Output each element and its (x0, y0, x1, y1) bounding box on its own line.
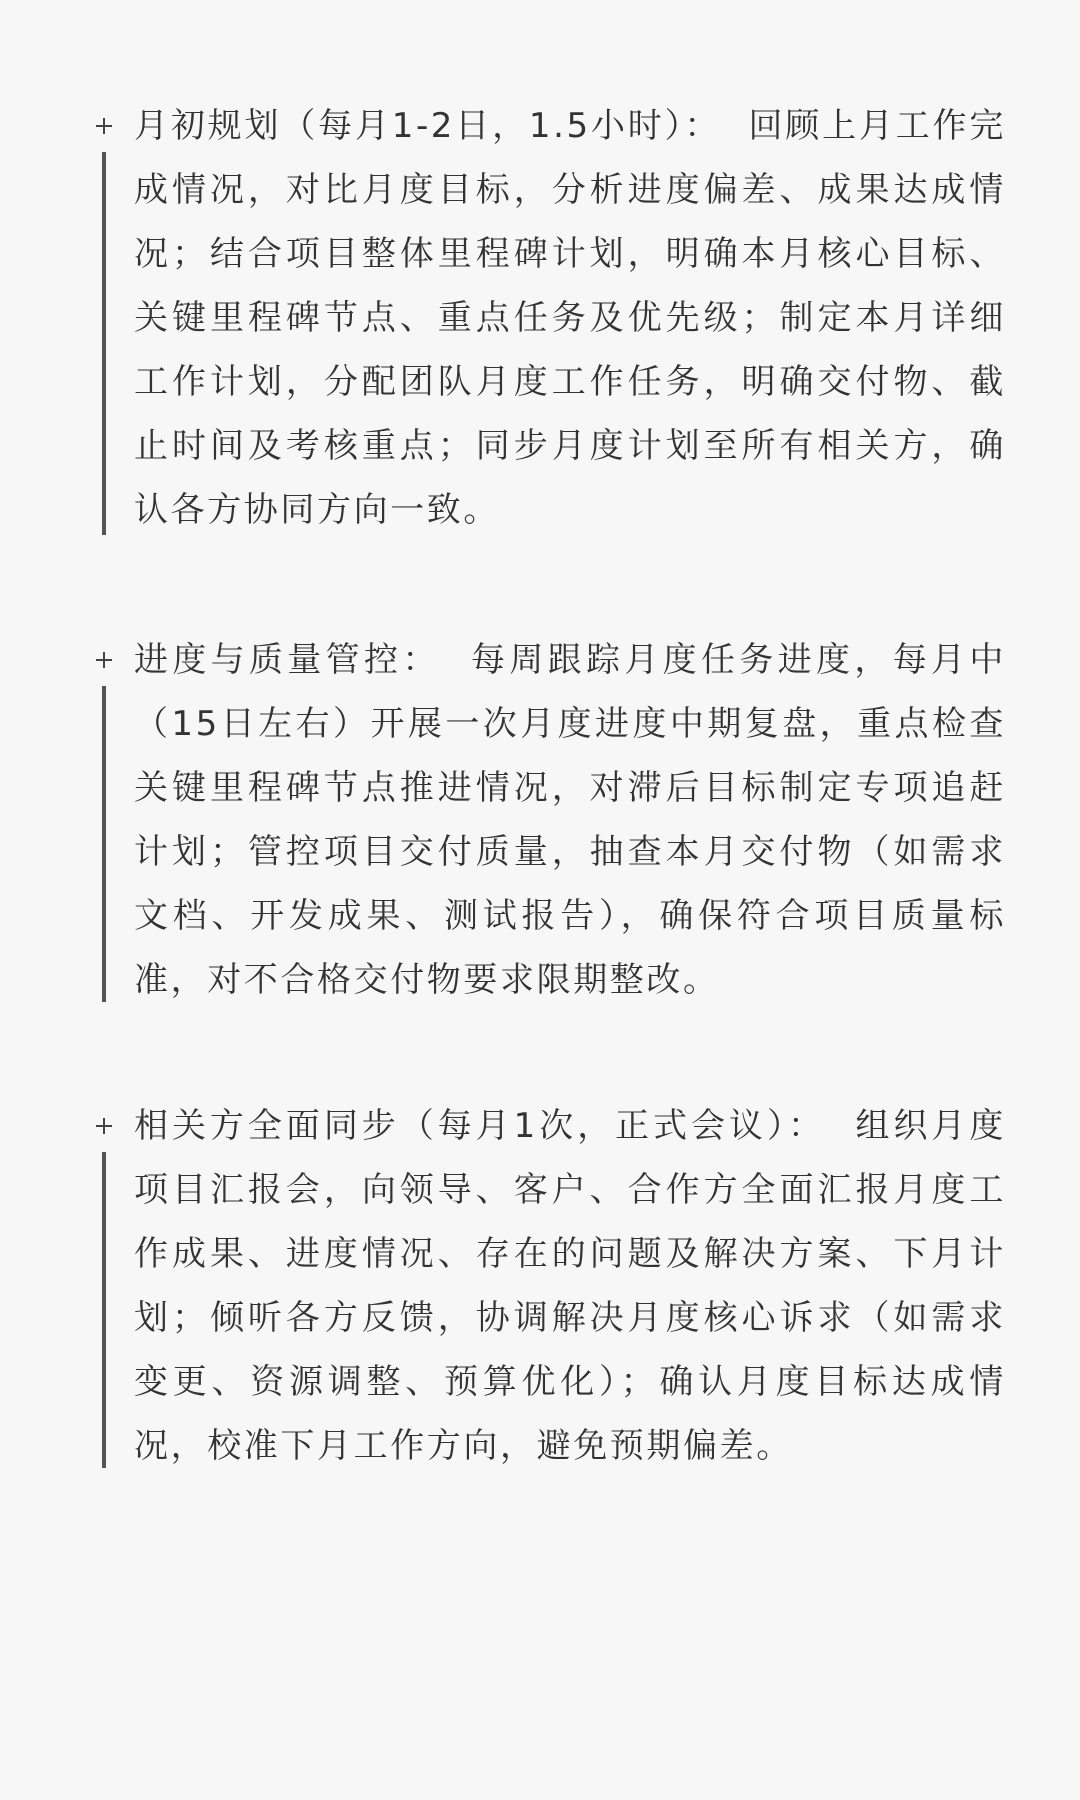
section-body: 组织月度项目汇报会，向领导、客户、合作方全面汇报月度工作成果、进度情况、存在的问题及解决方案、下月计划；倾听各方反馈，协调解决月度核心诉求（如需求变更、资源调整、预算优化）；确认月度目标达成情况，校准下月工作方向，避免预期偏差。 (134, 1106, 1006, 1466)
plus-icon (96, 1118, 112, 1134)
plus-icon (96, 652, 112, 668)
section-text (134, 628, 1006, 1012)
section-text (134, 1094, 1006, 1478)
plus-icon (96, 118, 112, 134)
section-heading: 月初规划（每月1-2日，1.5小时）： (134, 106, 722, 146)
section-divider-line (102, 1152, 106, 1468)
section-body: 回顾上月工作完成情况，对比月度目标，分析进度偏差、成果达成情况；结合项目整体里程碑计划，明确本月核心目标、关键里程碑节点、重点任务及优先级；制定本月详细工作计划，分配团队月度工作任务，明确交付物、截止时间及考核重点；同步月度计划至所有相关方，确认各方协同方向一致。 (134, 106, 1006, 530)
section-divider-line (102, 152, 106, 535)
section-text (134, 94, 1006, 542)
section-divider-line (102, 686, 106, 1002)
section-heading: 进度与质量管控： (134, 640, 441, 680)
section-heading: 相关方全面同步（每月1次，正式会议）： (134, 1106, 826, 1146)
section-body: 每周跟踪月度任务进度，每月中（15日左右）开展一次月度进度中期复盘，重点检查关键里程碑节点推进情况，对滞后目标制定专项追赶计划；管控项目交付质量，抽查本月交付物（如需求文档、开发成果、测试报告），确保符合项目质量标准，对不合格交付物要求限期整改。 (134, 640, 1006, 1000)
